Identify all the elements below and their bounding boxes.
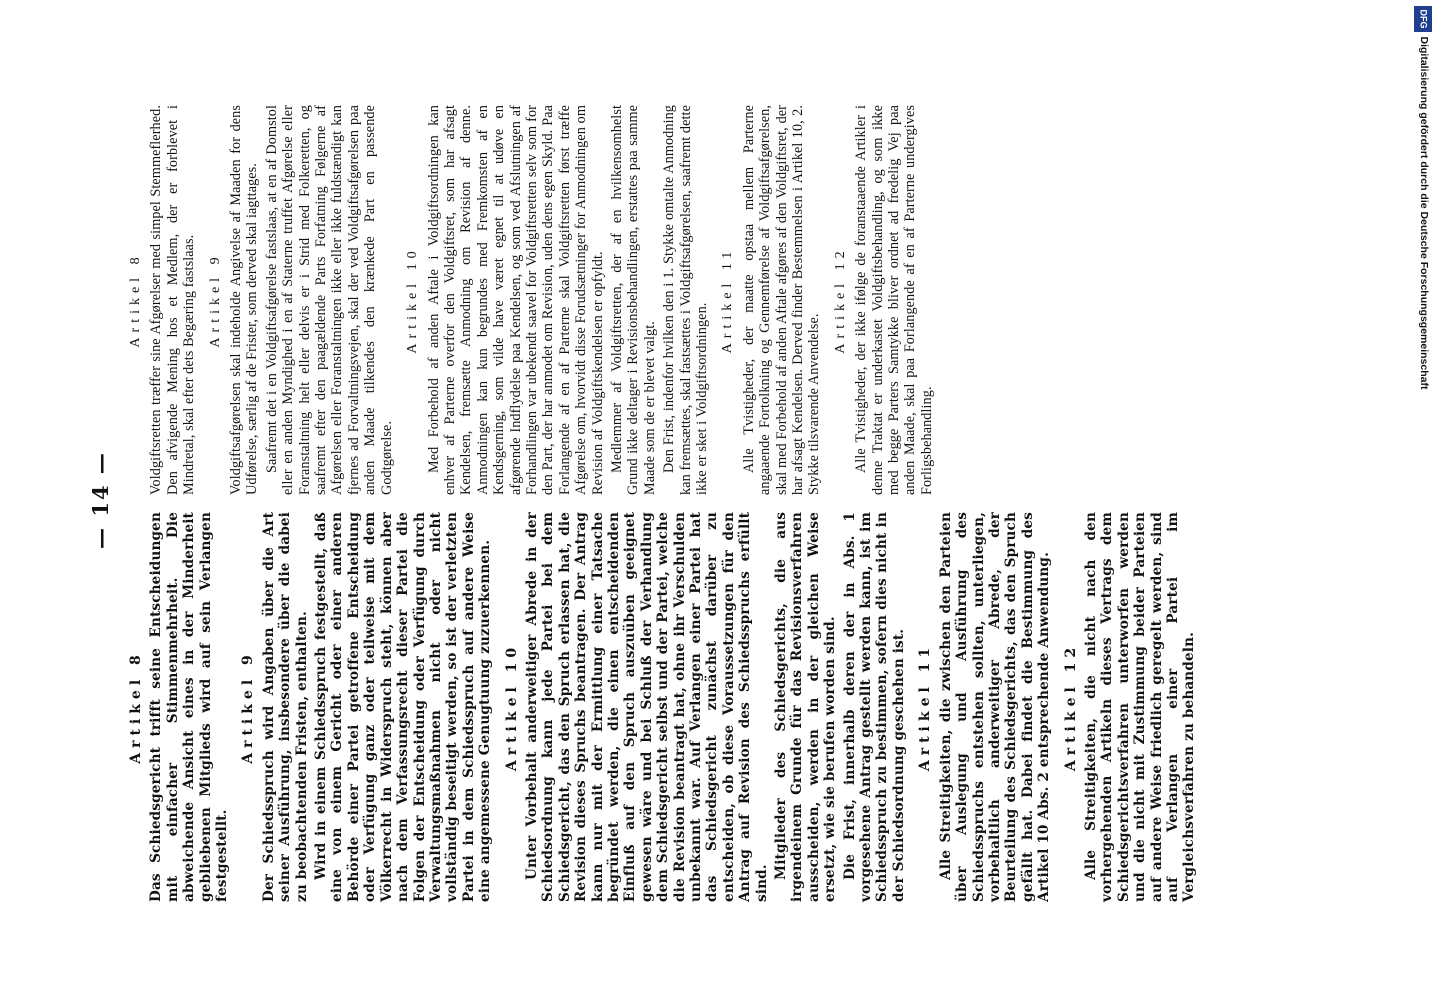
article-title: Artikel 12 [832, 246, 848, 354]
page-number: — 14 — [88, 451, 113, 549]
article-paragraph: Medlemmer af Voldgiftsretten, der af en hvilkensomhelst Grund ikke deltager i Revisionsbehandlingen, erstattes paa samme Maade som de er blevet valgt. [608, 105, 658, 495]
article-paragraph: Das Schiedsgericht trifft seine Entscheidungen mit einfacher Stimmenmehrheit. Die abweichende Ansicht eines in der Minderheit gebliebenen Mitglieds wird auf sein Verlangen festgestellt. [148, 512, 231, 902]
article-da [405, 105, 710, 495]
article-paragraph: Voldgiftsafgørelsen skal indeholde Angivelse af Maaden for dens Udførelse, særlig af de Frister, som derved skal iagttages. [228, 105, 261, 495]
article-paragraph: Die Frist, innerhalb deren der in Abs. 1 vorgesehene Antrag gestellt werden kann, ist im Schiedsspruch zu bestimmen, sofern dies nicht in der Schiedsordnung geschehen ist. [841, 512, 907, 902]
article-title: Artikel 10 [405, 246, 421, 354]
article-paragraph: Alle Tvistigheder, der ikke ifølge de foranstaaende Artikler i denne Traktat er underkastet Voldgiftsbehandling, og som ikke med begge Parters Samtykke bliver ordnet ad fredelig Vej paa anden Maade, skal paa Forlangende af en af Parterne undergives Forligsbehandling. [853, 105, 935, 495]
article-title: Artikel 8 [128, 252, 143, 348]
article-title: Artikel 9 [240, 650, 257, 764]
article-title: Artikel 8 [128, 650, 144, 764]
article-paragraph: Wird in einem Schiedsspruch festgestellt, daß eine von einem Gericht oder einer anderen Behörde einer Partei getroffene Entscheidung oder Verfügung ganz oder teilweise mit dem Völkerrecht in Widerspruch steht, können aber nach dem Verfassungsrecht dieser Partei die Folgen der Entscheidung oder Verfügung durch Verwaltungsmaßnahmen nicht oder nicht vollständig beseitigt werden, so ist der verletzten Partei in dem Schiedsspruch auf andere Weise eine angemessene Genugtuung zuzuerkennen. [313, 512, 494, 902]
article-de [917, 512, 1052, 902]
dfg-logo: DFG [1414, 6, 1432, 32]
article-title: Artikel 11 [720, 246, 736, 354]
article-de [1063, 512, 1198, 902]
digitization-credit-strip [1414, 6, 1432, 392]
article-da [833, 105, 935, 495]
article-title: Artikel 10 [503, 642, 520, 772]
article-paragraph: Der Schiedsspruch wird Angaben über die Art seiner Ausführung, insbesondere über die dabei zu beobachtenden Fristen, enthalten. [260, 512, 310, 902]
article-paragraph: Den Frist, indenfor hvilken den i 1. Stykke omtalte Anmodning kan fremsættes, skal fastsættes i Voldgiftsafgørelsen, saafremt dette ikke er sket i Voldgiftsordningen. [661, 105, 710, 495]
article-paragraph: Saafremt det i en Voldgiftsafgørelse fastslaas, at en af Domstol eller en anden Myndighed i en af Staterne truffet Afgørelse eller Foranstaltning helt eller delvis er i Strid med Folkeretten, og saafremt efter den paagældende Parts Forfatning Følgerne af Afgørelsen eller Foranstaltningen ikke eller ikke fuldstændigt kan fjernes ad Forvaltningsvejen, skal der ved Voldgiftsafgørelsen paa anden Maade tilkendes den krænkede Part en passende Godtgørelse. [263, 105, 395, 495]
article-title: Artikel 9 [207, 252, 223, 348]
article-paragraph: Alle Tvistigheder, der maatte opstaa mellem Parterne angaaende Fortolkning og Gennemførelse af Voldgiftsafgørelsen, skal med Forbehold af anden Aftale afgøres af den Voldgiftsret, der har afsagt Kendelsen. Derved finder Bestemmelsen i Artikel 10, 2. Stykke tilsvarende Anvendelse. [740, 105, 823, 495]
article-paragraph: Unter Vorbehalt anderweitiger Abrede in der Schiedsordnung kann jede Partei bei dem Schiedsgericht, das den Spruch erlassen hat, die Revision dieses Spruchs beantragen. Der Antrag kann nur mit der Ermittlung einer Tatsache begründet werden, die einen entscheidenden Einfluß auf den Spruch auszuüben geeignet gewesen wäre und bei Schluß der Verhandlung dem Schiedsgericht selbst und der Partei, welche die Revision beantragt hat, ohne ihr Verschulden unbekannt war. Auf Verlangen einer Partei hat das Schiedsgericht zunächst darüber zu entscheiden, ob diese Voraussetzungen für den Antrag auf Revision des Schiedsspruchs erfüllt sind. [523, 512, 770, 902]
article-paragraph: Med Forbehold af anden Aftale i Voldgiftsordningen kan enhver af Parterne overfor den Voldgiftsret, som har afsagt Kendelsen, fremsætte Anmodning om Revision af denne. Anmodningen kan kun begrundes med Fremkomsten af en Kendsgerning, som vilde have været egnet til at udøve en afgørende Indflydelse paa Kendelsen, og som ved Afslutningen af Forhandlingen var ubekendt saavel for Voldgiftsretten selv som for den Part, der har anmodet om Revision, uden dens egen Skyld. Paa Forlangende af en af Parterne skal Voldgiftsretten først træffe Afgørelse om, hvorvidt disse Forudsætninger for Anmodningen om Revision af Voldgiftskendelsen er opfyldt. [425, 105, 606, 495]
article-da [208, 105, 395, 495]
article-title: Artikel 12 [1062, 642, 1079, 772]
article-de [240, 512, 493, 902]
article-paragraph: Alle Streitigkeiten, die nicht nach den vorhergehenden Artikeln dieses Vertrags dem Schiedsgerichtsverfahren unterworfen werden und die nicht mit Zustimmung beider Parteien auf andere Weise friedlich geregelt werden, sind auf Verlangen einer Partei im Vergleichsverfahren zu behandeln. [1082, 512, 1198, 902]
article-da [128, 105, 198, 495]
digitization-credit: Digitalisierung gefördert durch die Deutsche Forschungsgemeinschaft [1418, 36, 1430, 390]
article-de [128, 512, 230, 902]
german-column [128, 512, 1208, 902]
article-paragraph: Voldgiftsretten træffer sine Afgørelser med simpel Stemmeflerhed. Den afvigende Mening hos et Medlem, der er forblevet i Mindretal, skal efter dets Begæring fastslaas. [148, 105, 198, 495]
danish-column [128, 105, 945, 495]
article-paragraph: Mitglieder des Schiedsgerichts, die aus irgendeinem Grunde für das Revisionsverfahren ausscheiden, werden in der gleichen Weise ersetzt, wie sie berufen worden sind. [773, 512, 839, 902]
article-paragraph: Alle Streitigkeiten, die zwischen den Parteien über Auslegung und Ausführung des Schiedsspruchs entstehen sollten, unterliegen, vorbehaltlich anderweitiger Abrede, der Beurteilung des Schiedsgerichts, das den Spruch gefällt hat. Dabei findet die Bestimmung des Artikel 10 Abs. 2 entsprechende Anwendung. [937, 512, 1053, 902]
article-title: Artikel 11 [917, 642, 934, 772]
article-de [504, 512, 908, 902]
article-da [720, 105, 822, 495]
